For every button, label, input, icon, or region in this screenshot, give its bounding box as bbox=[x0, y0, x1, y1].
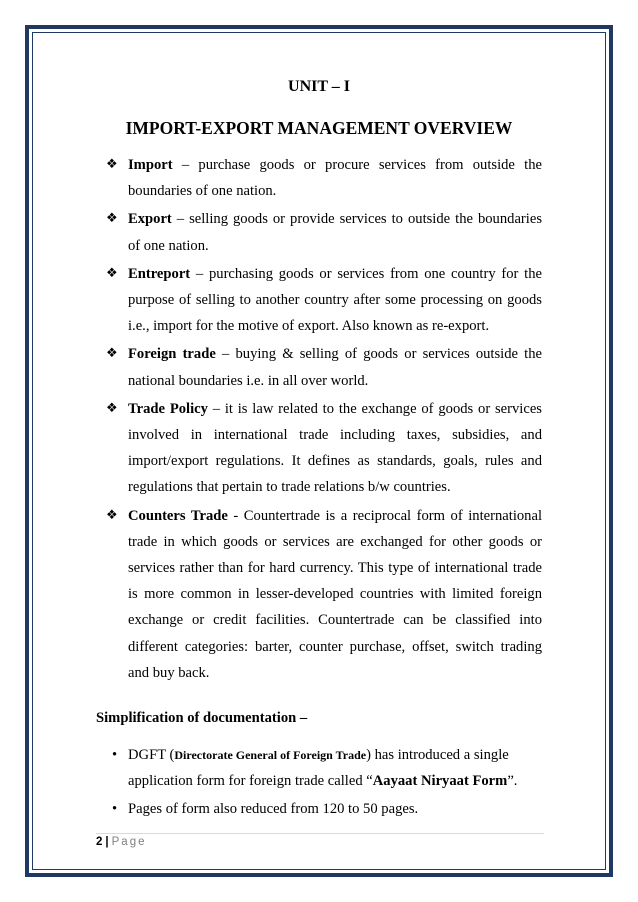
definition-text: – purchase goods or procure services from outside the boundaries of one nation. bbox=[128, 157, 542, 200]
page-number: 2 bbox=[96, 836, 103, 848]
unit-title: UNIT – I bbox=[288, 78, 350, 95]
page-label: Page bbox=[111, 836, 147, 848]
list-item bbox=[106, 152, 542, 204]
list-item bbox=[106, 341, 542, 393]
term-counters-trade: Counters Trade bbox=[128, 507, 228, 524]
diamond-bullet-icon: ❖ bbox=[106, 400, 118, 416]
page-footer bbox=[96, 836, 146, 848]
list-item bbox=[106, 396, 542, 501]
bullet-dot-icon: • bbox=[112, 801, 118, 817]
diamond-bullet-icon: ❖ bbox=[106, 157, 118, 172]
section-heading: Simplification of documentation – bbox=[96, 710, 308, 726]
definition-text: – selling goods or provide services to outside the boundaries of one nation. bbox=[128, 211, 542, 254]
term-trade-policy: Trade Policy bbox=[128, 400, 208, 417]
list-item: • DGFT (Directorate General of Foreign Trade) has introduced a single application form for foreign trade called “Aayaat Niryaat Form”. bbox=[112, 742, 542, 794]
dgft-expansion: Directorate General of Foreign Trade bbox=[174, 748, 367, 762]
list-item bbox=[106, 261, 542, 340]
definition-text: - Countertrade is a reciprocal form of international trade in which goods or services are exchanged for other goods or services rather than for hard currency. This type of international trade is more common in lesser-developed countries with limited foreign exchange or credit facilities. Countertrade can be classified into different categories: barter, counter purchase, offset, switch trading and buy back. bbox=[128, 507, 542, 681]
bullet-dot-icon: • bbox=[112, 747, 118, 763]
documentation-list bbox=[112, 742, 542, 824]
list-item bbox=[106, 503, 542, 686]
page-title: IMPORT-EXPORT MANAGEMENT OVERVIEW bbox=[125, 118, 513, 138]
definition-text: – it is law related to the exchange of goods or services involved in international trade including taxes, subsidies, and import/export regulations. It defines as standards, goals, rules and regulations that pertain to trade relations b/w countries. bbox=[128, 400, 542, 496]
footer-divider bbox=[96, 833, 544, 834]
footer-separator: | bbox=[105, 836, 109, 848]
list-item: • Pages of form also reduced from 120 to 50 pages. bbox=[112, 796, 542, 822]
form-name: Aayaat Niryaat Form bbox=[372, 773, 508, 789]
term-foreign-trade: Foreign trade bbox=[128, 346, 216, 363]
diamond-bullet-icon: ❖ bbox=[106, 265, 118, 281]
definition-text: – purchasing goods or services from one country for the purpose of selling to another country after some processing on goods i.e., import for the motive of export. Also known as re-export. bbox=[128, 265, 542, 335]
list-item bbox=[106, 206, 542, 258]
definition-list bbox=[106, 152, 542, 688]
diamond-bullet-icon: ❖ bbox=[106, 211, 118, 227]
definition-text: – buying & selling of goods or services outside the national boundaries i.e. in all over world. bbox=[128, 346, 542, 389]
term-export: Export bbox=[128, 211, 172, 228]
diamond-bullet-icon: ❖ bbox=[106, 346, 118, 362]
diamond-bullet-icon: ❖ bbox=[106, 507, 118, 523]
term-entreport: Entreport bbox=[128, 265, 191, 282]
term-import: Import bbox=[128, 157, 173, 173]
